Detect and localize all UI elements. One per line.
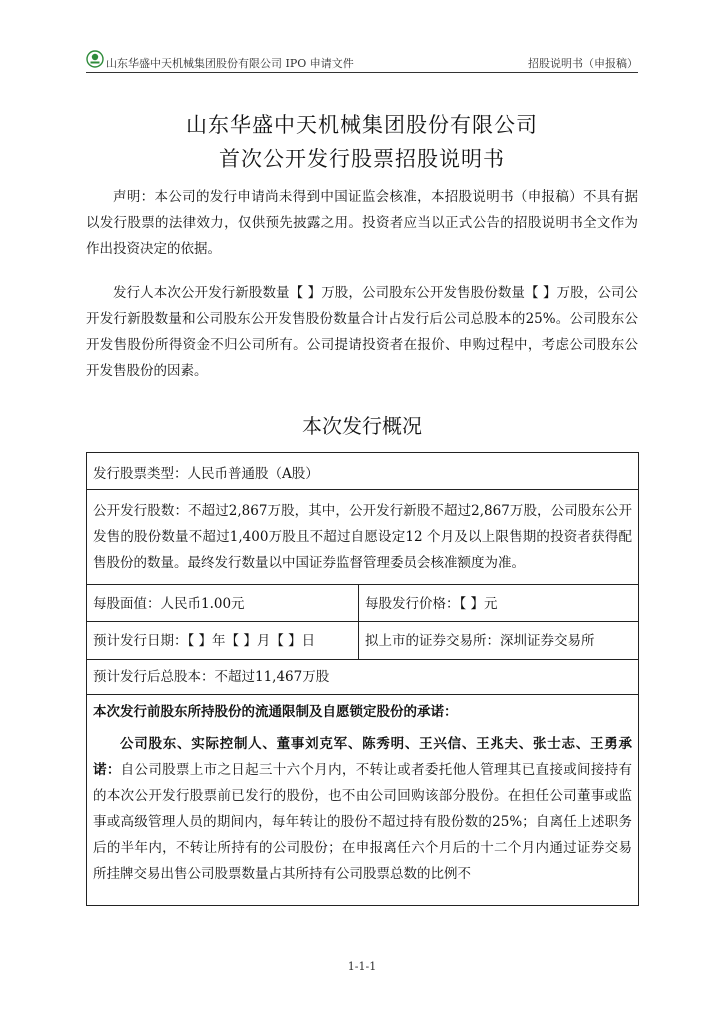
document-title: 首次公开发行股票招股说明书: [219, 147, 505, 171]
date-exchange-row: [86, 621, 639, 660]
issuance-paragraph: 发行人本次公开发行新股数量【 】万股，公司股东公开发售股份数量【 】万股，公司公开发行新股数量和公司股东公开发售股份数量合计占发行后公司总股本的25%。公司股东公开发售股份所得资金不归公司所有。公司提请投资者在报价、申购过程中，考虑公司股东公开发售股份的因素。: [86, 285, 638, 379]
stock-type-row: [86, 452, 639, 490]
statement-paragraph: 声明：本公司的发行申请尚未得到中国证监会核准，本招股说明书（申报稿）不具有据以发行股票的法律效力，仅供预先披露之用。投资者应当以正式公告的招股说明书全文作为作出投资决定的依据。: [86, 189, 638, 257]
page-header: [86, 50, 638, 73]
issue-date-text: 预计发行日期：【 】年【 】月【 】日: [87, 622, 359, 659]
lockup-text: 自公司股票上市之日起三十六个月内，不转让或者委托他人管理其已直接或间接持有的本次公开发行股票前已发行的股份，也不由公司回购该部分股份。在担任公司董事或监事或高级管理人员的期间内，每年转让的股份不超过持有股份数的25%；自离任上述职务后的半年内，不转让所持有的公司股份；在申报离任六个月后的十二个月内通过证券交易所挂牌交易出售公司股票数量占其所持有公司股票总数的比例不: [93, 762, 633, 882]
stock-type-text: 发行股票类型：人民币普通股（A股）: [93, 466, 319, 482]
total-shares-text: 预计发行后总股本：不超过11,467万股: [93, 669, 330, 685]
overview-heading: 本次发行概况: [302, 414, 422, 438]
company-title: 山东华盛中天机械集团股份有限公司: [186, 113, 538, 137]
header-company-label: 山东华盛中天机械集团股份有限公司 IPO 申请文件: [106, 57, 354, 70]
issue-amount-row: [86, 489, 639, 585]
lockup-heading: 本次发行前股东所持股份的流通限制及自愿锁定股份的承诺：: [93, 704, 458, 720]
lockup-commitment: [93, 731, 632, 887]
issue-amount-text: 公开发行股数：不超过2,867万股，其中，公开发行新股不超过2,867万股，公司股东公开发售的股份数量不超过1,400万股且不超过自愿设定12 个月及以上限售期的投资者获得配售股份的数量。最终发行数量以中国证券监督管理委员会核准额度为准。: [93, 503, 632, 571]
par-price-row: [86, 584, 639, 622]
page-number: 1-1-1: [347, 960, 377, 973]
exchange-text: 拟上市的证券交易所：深圳证券交易所: [365, 633, 595, 649]
company-logo-icon: [86, 50, 104, 68]
issue-price-text: 每股发行价格：【 】元: [365, 596, 498, 612]
lockup-row: [86, 694, 639, 906]
total-shares-row: [86, 659, 639, 695]
par-value-text: 每股面值：人民币1.00元: [87, 585, 359, 621]
header-doc-label: 招股说明书（申报稿）: [528, 57, 638, 70]
lockup-parties: 公司股东、实际控制人、董事刘克军、陈秀明、王兴信、王兆夫、张士志、王勇承诺：: [93, 736, 632, 778]
